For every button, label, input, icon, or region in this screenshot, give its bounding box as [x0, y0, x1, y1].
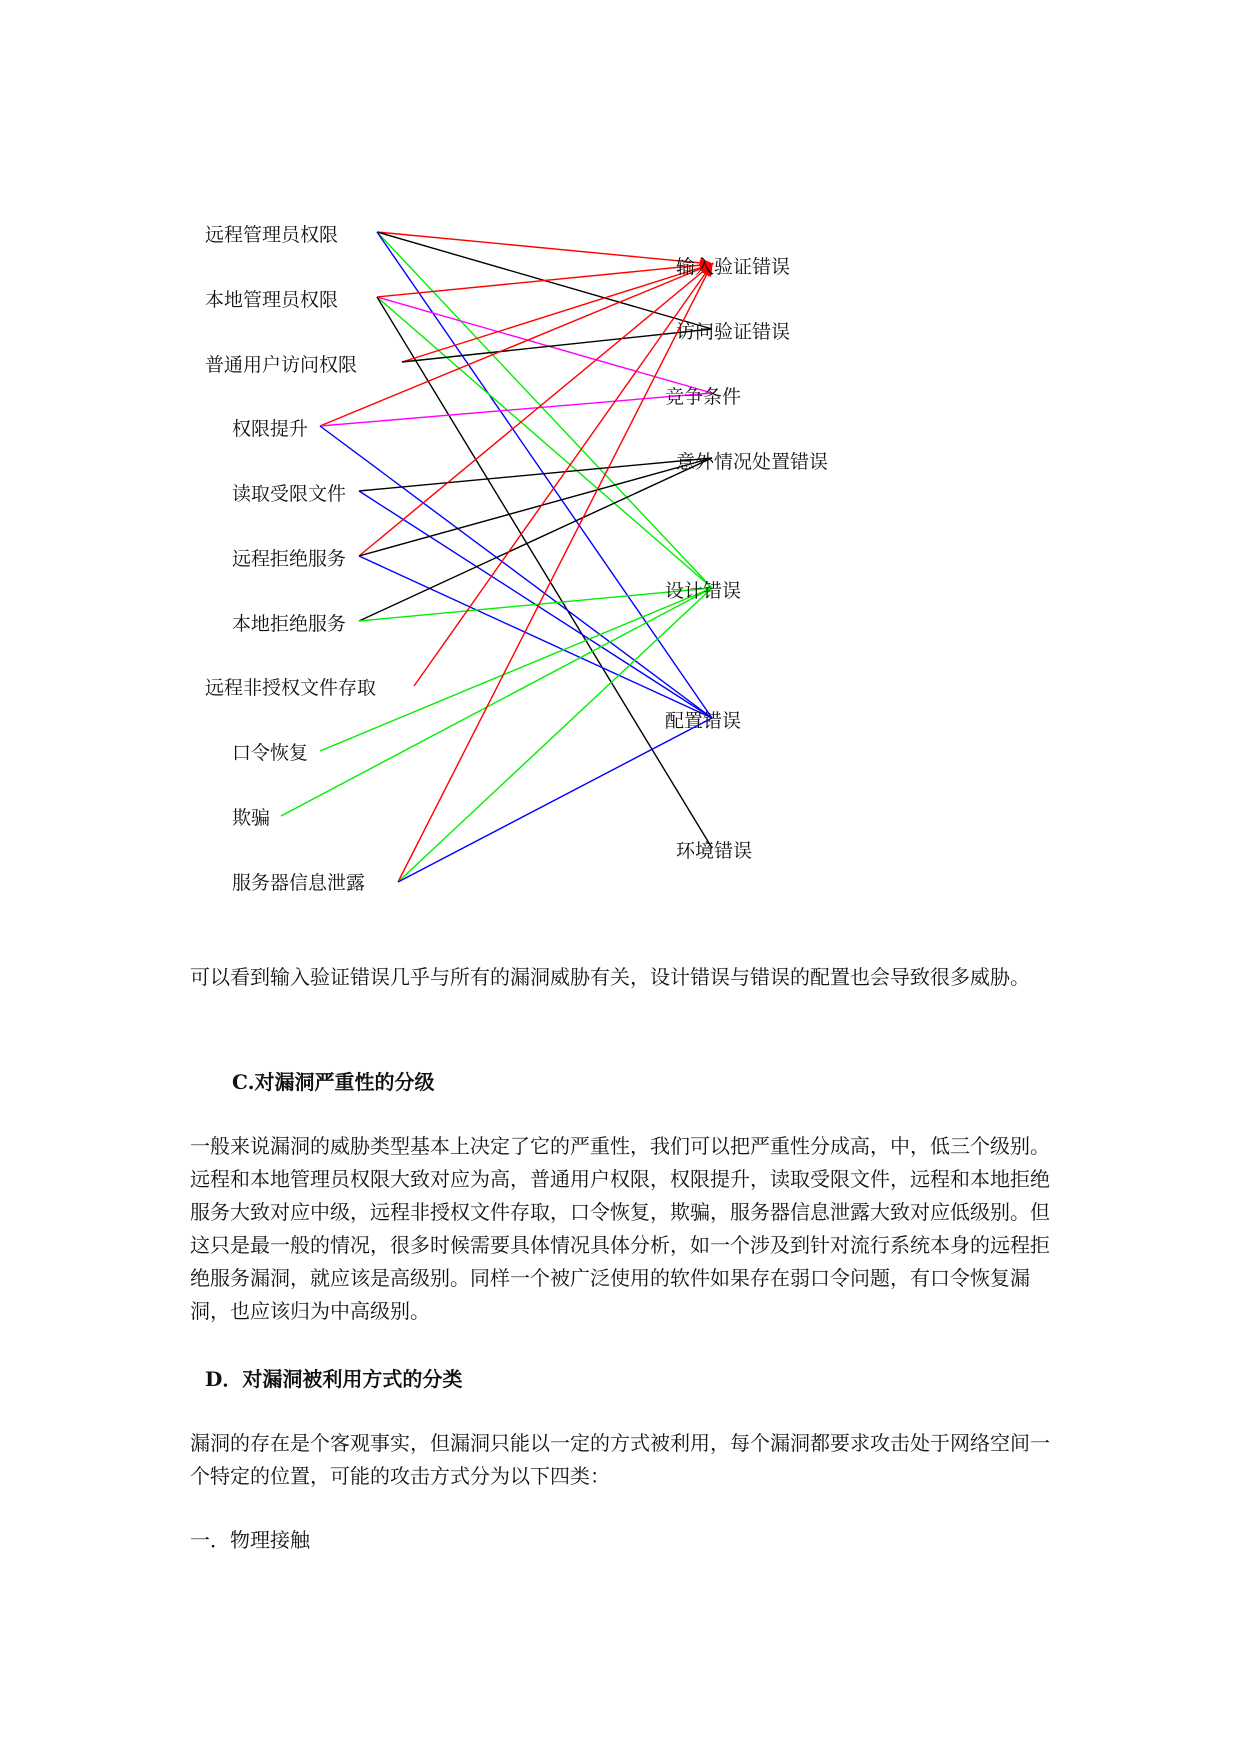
link-line: [377, 232, 712, 264]
cause-label: 设计错误: [665, 580, 742, 602]
section-heading-d: D．对漏洞被利用方式的分类: [205, 1367, 463, 1391]
paragraph-summary: 可以看到输入验证错误几乎与所有的漏洞威胁有关，设计错误与错误的配置也会导致很多威胁。: [190, 965, 1030, 989]
threat-label: 本地管理员权限: [205, 289, 339, 311]
diagram-labels: [205, 224, 828, 894]
link-line: [377, 297, 712, 848]
threat-label: 普通用户访问权限: [205, 354, 358, 376]
cause-label: 意外情况处置错误: [676, 451, 829, 473]
link-line: [320, 264, 712, 426]
threat-label: 本地拒绝服务: [232, 613, 347, 635]
cause-label: 竞争条件: [665, 386, 742, 408]
threat-label: 远程管理员权限: [205, 224, 339, 246]
link-line: [359, 264, 712, 556]
threat-label: 权限提升: [232, 418, 309, 440]
cause-label: 输入验证错误: [676, 256, 791, 278]
threat-label: 远程非授权文件存取: [205, 677, 377, 699]
link-line: [398, 718, 712, 882]
link-line: [320, 426, 712, 718]
link-line: [320, 393, 712, 426]
threat-label: 欺骗: [232, 807, 271, 829]
cause-label: 访问验证错误: [676, 321, 791, 343]
threat-label: 读取受限文件: [232, 483, 347, 505]
threat-label: 服务器信息泄露: [232, 872, 366, 894]
paragraph-exploitation: 漏洞的存在是个客观事实，但漏洞只能以一定的方式被利用，每个漏洞都要求攻击处于网络空间一个特定的位置，可能的攻击方式分为以下四类：: [190, 1431, 1050, 1488]
threat-label: 口令恢复: [232, 742, 309, 764]
link-line: [359, 458, 712, 621]
section-heading-c: C.对漏洞严重性的分级: [232, 1070, 435, 1094]
paragraph-severity: 一般来说漏洞的威胁类型基本上决定了它的严重性，我们可以把严重性分成高，中，低三个级别。远程和本地管理员权限大致对应为高，普通用户权限，权限提升，读取受限文件，远程和本地拒绝服务大致对应中级，远程非授权文件存取，口令恢复，欺骗，服务器信息泄露大致对应低级别。但这只是最一般的情况，很多时候需要具体情况具体分析，如一个涉及到针对流行系统本身的远程拒绝服务漏洞，就应该是高级别。同样一个被广泛使用的软件如果存在弱口令问题，有口令恢复漏洞，也应该归为中高级别。: [190, 1134, 1050, 1323]
list-item-physical-contact: 一．物理接触: [190, 1528, 310, 1552]
threat-label: 远程拒绝服务: [232, 548, 347, 570]
cause-label: 配置错误: [665, 710, 742, 732]
link-line: [377, 297, 712, 588]
cause-label: 环境错误: [676, 840, 753, 862]
link-line: [398, 588, 712, 882]
